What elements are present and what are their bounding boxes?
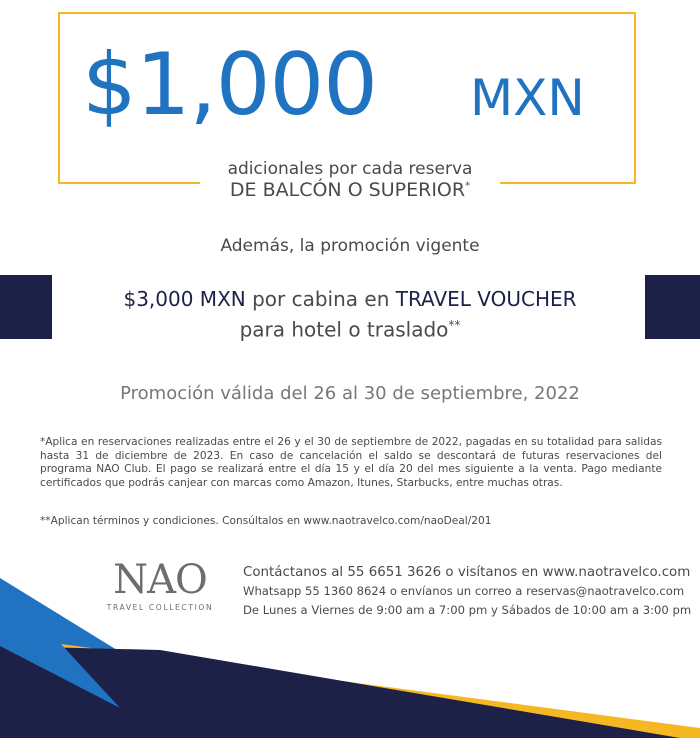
contact-hours: De Lunes a Viernes de 9:00 am a 7:00 pm y Sábados de 10:00 am a 3:00 pm: [243, 603, 692, 617]
promo-subtitle-line2: [200, 179, 500, 201]
voucher-connector: por cabina en: [252, 287, 390, 311]
left-accent-bar: [0, 275, 52, 339]
voucher-usage: para hotel o traslado: [239, 317, 449, 342]
additional-promo-intro: Además, la promoción vigente: [220, 236, 480, 256]
promo-subtitle-line1: adicionales por cada reserva: [227, 159, 473, 179]
promo-subtitle: [200, 157, 500, 207]
promo-amount: $1,000: [82, 35, 377, 135]
voucher-text: [60, 286, 640, 343]
corner-decoration: [0, 578, 700, 738]
right-accent-bar: [645, 275, 700, 339]
logo-tagline: TRAVEL COLLECTION: [106, 603, 214, 612]
contact-whatsapp-email: Whatsapp 55 1360 8624 o envíanos un correo a reservas@naotravelco.com: [243, 584, 685, 598]
voucher-footnote-mark: **: [448, 318, 461, 332]
logo-wordmark: NAO: [113, 557, 207, 603]
promo-cabin-type: DE BALCÓN O SUPERIOR: [229, 179, 466, 201]
voucher-amount: $3,000 MXN: [123, 287, 246, 311]
validity-dates: Promoción válida del 26 al 30 de septiembre, 2022: [120, 383, 580, 404]
terms-link-note: **Aplican términos y condiciones. Consúltalos en www.naotravelco.com/naoDeal/201: [40, 515, 492, 527]
promo-footnote-mark: *: [465, 180, 471, 192]
voucher-name: TRAVEL VOUCHER: [395, 287, 577, 311]
contact-phone-web: Contáctanos al 55 6651 3626 o visítanos en www.naotravelco.com: [243, 565, 691, 580]
promo-currency: MXN: [470, 69, 585, 127]
terms-paragraph: *Aplica en reservaciones realizadas entre el 26 y el 30 de septiembre de 2022, pagadas en su totalidad para salidas hasta 31 de diciembre de 2023. En caso de cancelación el saldo se descontará de futuras reservaciones del programa NAO Club. El pago se realizará entre el día 15 y el día 20 del mes siguiente a la venta. Pago mediante certificados que podrás canjear con marcas como Amazon, Itunes, Starbucks, entre muchas otras.: [40, 436, 662, 489]
